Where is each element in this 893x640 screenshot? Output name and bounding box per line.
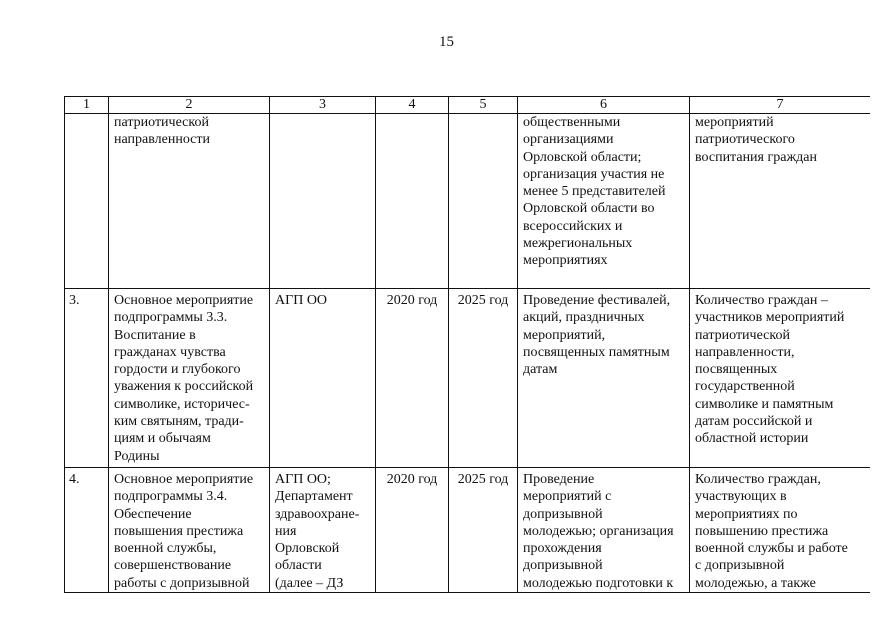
table-row <box>65 114 871 289</box>
end-year-cell <box>449 114 518 289</box>
program-table-container <box>64 96 870 593</box>
program-activities-table <box>64 96 870 593</box>
start-year-cell <box>376 114 449 289</box>
table-row <box>65 468 871 594</box>
executor-cell: АГП ОО <box>270 289 376 468</box>
row-number-cell: 4. <box>65 468 109 594</box>
row-number-cell <box>65 114 109 289</box>
row-number-cell: 3. <box>65 289 109 468</box>
start-year-cell: 2020 год <box>376 468 449 594</box>
end-year-cell: 2025 год <box>449 468 518 594</box>
executor-cell <box>270 114 376 289</box>
start-year-cell: 2020 год <box>376 289 449 468</box>
expected-result-cell: Проведение мероприятий с допризывной молодежью; организация прохождения допризывной молодежью подготовки к <box>518 468 690 594</box>
column-header: 2 <box>109 97 270 114</box>
indicator-cell: Количество граждан – участников мероприятий патриотической направленности, посвященных государственной символике и памятным датам российской и областной истории <box>690 289 871 468</box>
activity-cell: патриотической направленности <box>109 114 270 289</box>
activity-cell: Основное мероприятие подпрограммы 3.3. Воспитание в гражданах чувства гордости и глубокого уважения к российской символике, историчес- ким святыням, тради- циям и обычаям Родины <box>109 289 270 468</box>
indicator-cell: мероприятий патриотического воспитания граждан <box>690 114 871 289</box>
end-year-cell: 2025 год <box>449 289 518 468</box>
expected-result-cell: общественными организациями Орловской области; организация участия не менее 5 представителей Орловской области во всероссийских и межрегиональных мероприятиях <box>518 114 690 289</box>
column-header: 7 <box>690 97 871 114</box>
indicator-cell: Количество граждан, участвующих в мероприятиях по повышению престижа военной службы и работе с допризывной молодежью, а также <box>690 468 871 594</box>
column-header: 6 <box>518 97 690 114</box>
page-number: 15 <box>439 34 454 50</box>
table-row <box>65 289 871 468</box>
activity-cell: Основное мероприятие подпрограммы 3.4. Обеспечение повышения престижа военной службы, совершенствование работы с допризывной <box>109 468 270 594</box>
column-header: 3 <box>270 97 376 114</box>
table-header-row <box>65 97 871 114</box>
executor-cell: АГП ОО; Департамент здравоохране- ния Орловской области (далее – ДЗ <box>270 468 376 594</box>
column-header: 1 <box>65 97 109 114</box>
expected-result-cell: Проведение фестивалей, акций, праздничных мероприятий, посвященных памятным датам <box>518 289 690 468</box>
column-header: 4 <box>376 97 449 114</box>
column-header: 5 <box>449 97 518 114</box>
